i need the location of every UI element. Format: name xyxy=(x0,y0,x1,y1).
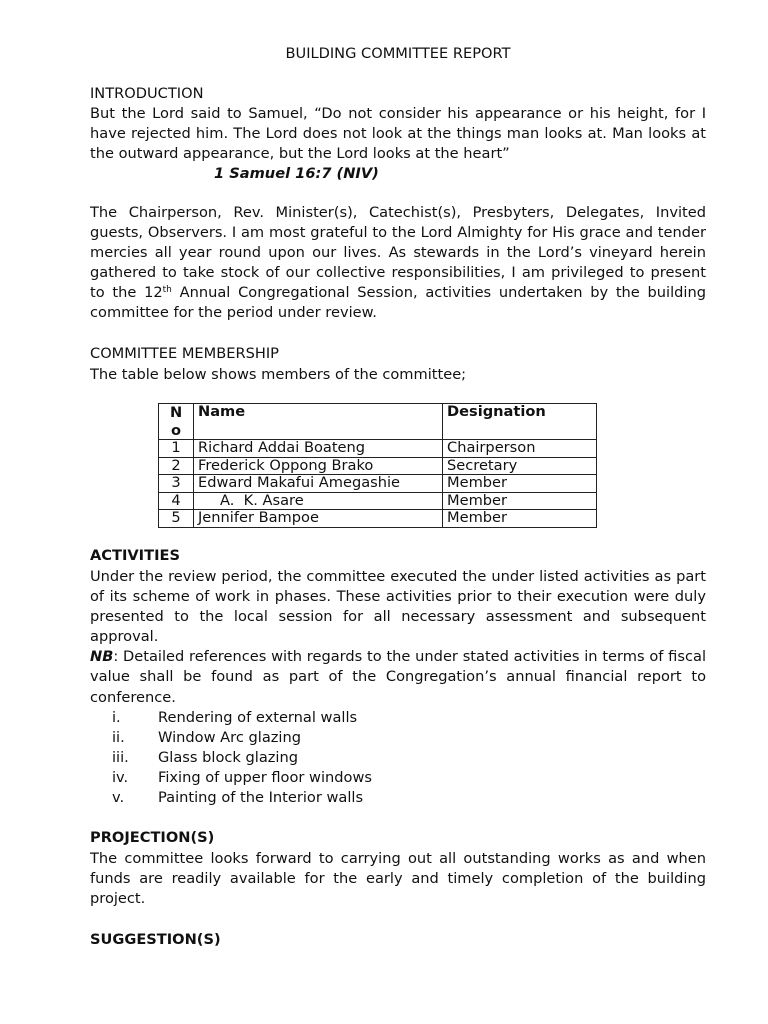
member-no: 1 xyxy=(159,440,194,458)
list-item-text: Fixing of upper floor windows xyxy=(158,769,372,786)
membership-intro: The table below shows members of the committee; xyxy=(90,366,467,383)
member-no: 2 xyxy=(159,457,194,475)
projection-block xyxy=(90,849,706,909)
members-table xyxy=(158,403,597,528)
column-header-no: No xyxy=(159,404,194,440)
list-item-text: Painting of the Interior walls xyxy=(158,789,364,806)
member-name: Richard Addai Boateng xyxy=(194,440,443,458)
member-designation: Member xyxy=(443,475,597,493)
member-name: Edward Makafui Amegashie xyxy=(194,475,443,493)
list-numeral: iv. xyxy=(112,769,129,786)
introduction-paragraph-block xyxy=(90,203,706,324)
introduction-paragraph-end: Annual Congregational Session, activities undertaken by the building committee for the period under review. xyxy=(90,284,706,322)
table-row xyxy=(159,492,597,510)
table-row xyxy=(159,440,597,458)
activities-paragraph: Under the review period, the committee executed the under listed activities as part of its scheme of work in phases. These activities prior to their execution were duly presented to the local session for all necessary assessment and subsequent approval. xyxy=(90,568,706,646)
member-name: A. K. Asare xyxy=(194,492,443,510)
list-item-text: Window Arc glazing xyxy=(158,729,301,746)
nb-label: NB xyxy=(90,648,114,666)
introduction-paragraph xyxy=(90,203,706,324)
list-item-text: Rendering of external walls xyxy=(158,709,358,726)
nb-text: : Detailed references with regards to the under stated activities in terms of fiscal value shall be found as part of the Congregation’s annual financial report to conference. xyxy=(90,648,706,706)
members-table-header xyxy=(159,404,597,440)
member-designation: Chairperson xyxy=(443,440,597,458)
table-row xyxy=(159,475,597,493)
list-numeral: v. xyxy=(112,789,125,806)
scripture-reference: 1 Samuel 16:7 (NIV) xyxy=(214,165,379,182)
projection-paragraph: The committee looks forward to carrying out all outstanding works as and when funds are readily available for the early and timely completion of the building project. xyxy=(90,850,706,908)
activities-block xyxy=(90,567,706,708)
document-title: BUILDING COMMITTEE REPORT xyxy=(285,45,511,62)
member-no: 4 xyxy=(159,492,194,510)
column-header-designation: Designation xyxy=(443,404,597,440)
introduction-quote-block xyxy=(90,104,706,164)
suggestion-heading: SUGGESTION(S) xyxy=(90,931,221,948)
introduction-quote: But the Lord said to Samuel, “Do not consider his appearance or his height, for I have rejected him. The Lord does not look at the things man looks at. Man looks at the outward appearance, but the Lord looks at the heart” xyxy=(90,105,706,163)
membership-heading: COMMITTEE MEMBERSHIP xyxy=(90,345,279,362)
member-designation: Member xyxy=(443,492,597,510)
member-designation: Member xyxy=(443,510,597,528)
table-row xyxy=(159,457,597,475)
member-no: 5 xyxy=(159,510,194,528)
list-numeral: ii. xyxy=(112,729,125,746)
list-numeral: i. xyxy=(112,709,121,726)
column-header-name: Name xyxy=(194,404,443,440)
list-numeral: iii. xyxy=(112,749,129,766)
activities-heading: ACTIVITIES xyxy=(90,547,180,564)
ordinal-suffix: th xyxy=(162,285,172,296)
table-row xyxy=(159,510,597,528)
projection-heading: PROJECTION(S) xyxy=(90,829,215,846)
introduction-paragraph-start: The Chairperson, Rev. Minister(s), Catechist(s), Presbyters, Delegates, Invited guests, Observers. I am most grateful to the Lord Almighty for His grace and tender mercies all year round upon our lives. As stewards in the Lord’s vineyard herein gathered to take stock of our collective responsibilities, I am privileged to present to the 12 xyxy=(90,204,706,302)
activities-note xyxy=(90,647,706,707)
list-item-text: Glass block glazing xyxy=(158,749,299,766)
member-name: Frederick Oppong Brako xyxy=(194,457,443,475)
introduction-heading: INTRODUCTION xyxy=(90,85,204,102)
member-no: 3 xyxy=(159,475,194,493)
member-designation: Secretary xyxy=(443,457,597,475)
member-name: Jennifer Bampoe xyxy=(194,510,443,528)
